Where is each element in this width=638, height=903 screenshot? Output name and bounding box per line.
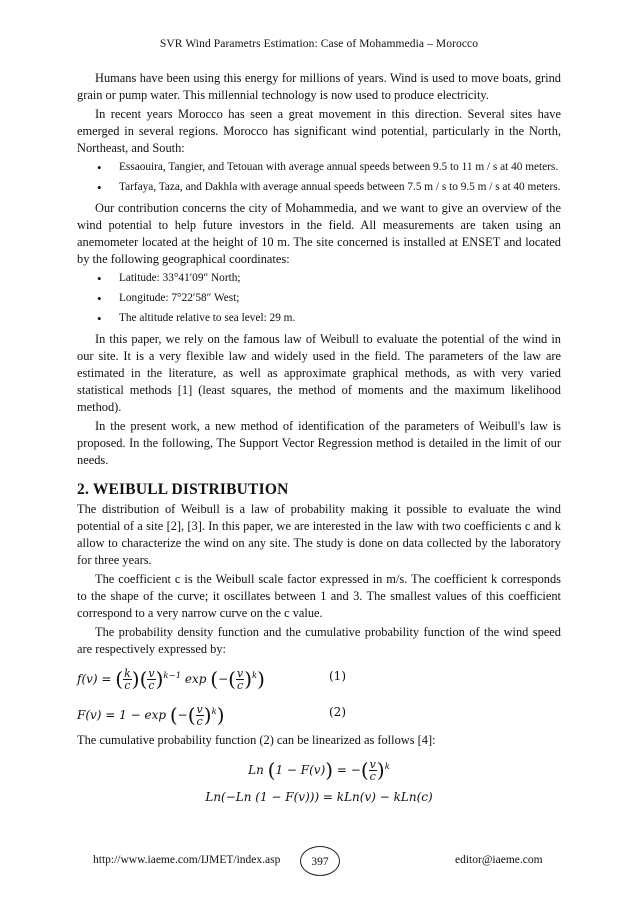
equation-linearized-1 — [77, 751, 561, 787]
page-number: 397 — [300, 846, 340, 876]
page-footer — [0, 846, 638, 876]
list-item: • Essaouira, Tangier, and Tetouan with average annual speeds between 9.5 to 11 m / s at 40 meters. — [77, 160, 561, 175]
footer-url-link[interactable]: http://www.iaeme.com/IJMET/index.asp — [93, 854, 281, 866]
list-item: • Longitude: 7°22′58″ West; — [77, 291, 561, 306]
paragraph: In recent years Morocco has seen a great movement in this direction. Several sites have emerged in several regions. Morocco has significant wind potential, particularly in the North, Northeast, and South: — [77, 107, 561, 155]
equation-linearized-2 — [77, 787, 561, 809]
equation-cdf — [77, 696, 561, 732]
paragraph: The distribution of Weibull is a law of probability making it possible to evaluate the wind potential of a site [2], [3]. In this paper, we are interested in the law with two coefficients c and k allow to characterize the wind on any site. The study is done on data collected by the laboratory for three years. — [77, 502, 561, 567]
running-header: SVR Wind Parametrs Estimation: Case of Mohammedia – Morocco — [159, 38, 479, 50]
equation-body: F(v) = 1 − exp (−( $\frac{v}{c}$ )$^k$) — [77, 703, 225, 728]
footer-email-link[interactable]: editor@iaeme.com — [455, 854, 543, 866]
equation-body: Ln(−Ln (1 − F(v))) = kLn(v) − kLn(c) — [205, 790, 433, 804]
paragraph: In the present work, a new method of identification of the parameters of Weibull's law is proposed. In the following, The Support Vector Regression method is detailed in the limit of our needs. — [77, 419, 561, 467]
equation-body: Ln (1 − F(v)) = −( $\frac{v}{c}$ )$^k$ — [248, 758, 390, 783]
paragraph: The cumulative probability function (2) can be linearized as follows [4]: — [77, 733, 436, 747]
paragraph: The probability density function and the cumulative probability function of the wind speed are respectively expressed by: — [77, 625, 561, 656]
paragraph: Our contribution concerns the city of Mohammedia, and we want to give an overview of the wind potential to help future investors in the field. All measurements are taken using an anemometer located at the height of 10 m. The site concerned is installed at ENSET and located by the following geographical coordinates: — [77, 201, 561, 266]
equation-body: f(v) = ( $\frac{k}{c}$ )( $\frac{v}{c}$ )$^{k-1}$ exp (−( $\frac{v}{c}$ )$^k$) — [77, 667, 265, 692]
list-item: • Tarfaya, Taza, and Dakhla with average annual speeds between 7.5 m / s to 9.5 m / s at 40 meters. — [77, 180, 561, 195]
section-heading: 2. WEIBULL DISTRIBUTION — [77, 481, 289, 498]
equation-pdf — [77, 660, 561, 696]
list-item: • The altitude relative to sea level: 29 m. — [77, 311, 561, 326]
list-item: • Latitude: 33°41′09″ North; — [77, 271, 561, 286]
bullet-list-coordinates — [77, 271, 561, 326]
equation-number: (1) — [329, 669, 346, 683]
paragraph: Humans have been using this energy for millions of years. Wind is used to move boats, grind grain or pump water. This millennial technology is now used to produce electricity. — [77, 71, 561, 102]
equation-number: (2) — [329, 705, 346, 719]
bullet-list-speeds — [77, 160, 561, 195]
paragraph: In this paper, we rely on the famous law of Weibull to evaluate the potential of the wind in our site. It is a very flexible law and widely used in the field. The parameters of the law are estimated in the literature, as well as approximate graphical methods, as with very varied statistical methods [1] (least squares, the method of moments and the maximum likelihood method). — [77, 332, 561, 414]
paragraph: The coefficient c is the Weibull scale factor expressed in m/s. The coefficient k corresponds to the shape of the curve; it oscillates between 1 and 3. The smallest values of this coefficient correspond to a very narrow curve on the c value. — [77, 572, 561, 620]
document-body — [77, 70, 561, 809]
